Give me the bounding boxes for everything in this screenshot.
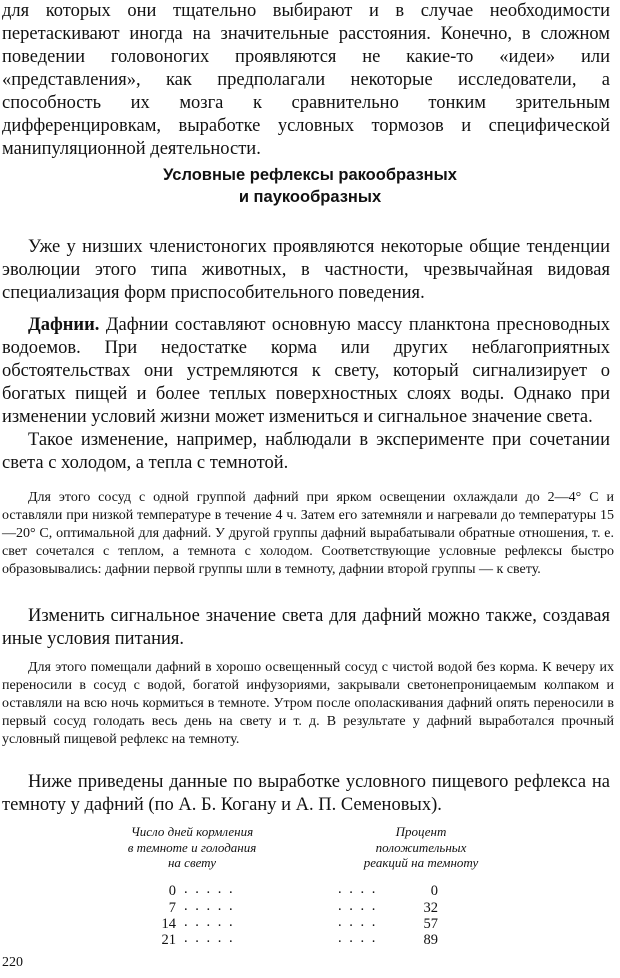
note-experiment-temperature: Для этого сосуд с одной группой дафний при ярком освещении охлаждали до 2—4° С и оставляли при низкой температуре в течение 4 ч. Затем его затемняли и нагревали до температуры 15—20° С, оптимальной для дафний. У другой группы дафний вырабатывали обратные отношения, т. е. свет сочетался с теплом, а темнота с холодом. Соответствующие условные рефлексы быстро образовывались: дафнии первой группы шли в темноту, дафнии второй группы — к свету.	[2, 490, 614, 577]
paragraph-arthropods: Уже у низших членистоногих проявляются некоторые общие тенденции эволюции этого типа животных, в частности, чрезвычайная видовая специализация форм приспособительного поведения.	[2, 237, 610, 303]
paragraph-data-intro: Ниже приведены данные по выработке условного пищевого рефлекса на темноту у дафний (по А. Б. Когану и А. П. Семеновых).	[2, 772, 610, 815]
table-row: 0 . . . . . . . . . 0	[168, 881, 438, 899]
table-col1-header: Число дней кормления в темноте и голодания на свету	[127, 824, 257, 870]
paragraph-experiment: Такое изменение, например, наблюдали в эксперименте при сочетании света с холодом, а тепла с темнотой.	[2, 430, 610, 473]
paragraph-daphnia	[2, 314, 610, 429]
table-row: 21 . . . . . . . . . 89	[161, 930, 438, 948]
section-heading-line1: Условные рефлексы ракообразных	[163, 166, 457, 184]
note-experiment-feeding: Для этого помещали дафний в хорошо освещенный сосуд с чистой водой без корма. К вечеру их переносили в сосуд с водой, богатой инфузориями, закрывали светонепроницаемым колпаком и оставляли на всю ночь кормиться в темноте. Утром после ополаскивания дафний опять переносили в первый сосуд голодать весь день на свету и т. д. В результате у дафний выработался прочный условный пищевой рефлекс на темноту.	[2, 660, 614, 747]
table-col2-header: Процент положительных реакций на темноту	[363, 824, 479, 870]
section-heading-line2: и паукообразных	[238, 188, 382, 206]
daphnia-lead: Дафнии.	[28, 315, 100, 335]
paragraph-feeding: Изменить сигнальное значение света для дафний можно также, создавая иные условия питания.	[2, 606, 610, 649]
paragraph-cephalopods: для которых они тщательно выбирают и в случае необходимости перетаскивают иногда на значительные расстояния. Конечно, в сложном поведении головоногих проявляются не какие-то «идеи» или «представления», как предполагали некоторые исследователи, а способность их мозга к сравнительно тонким зрительным дифференцировкам, выработке условных тормозов и специфической манипуляционной деятельности.	[2, 1, 610, 159]
page-number: 220	[2, 955, 23, 970]
table-row: 14 . . . . . . . . . 57	[161, 914, 438, 932]
table-row: 7 . . . . . . . . . 32	[168, 898, 438, 916]
daphnia-text: Дафнии составляют основную массу планктона пресноводных водоемов. При недостатке корма или других неблагоприятных обстоятельствах они устремляются к свету, который сигнализирует о богатых пищей и более теплых поверхностных слоях воды. Однако при изменении условий жизни может измениться и сигнальное значение света.	[2, 315, 610, 427]
